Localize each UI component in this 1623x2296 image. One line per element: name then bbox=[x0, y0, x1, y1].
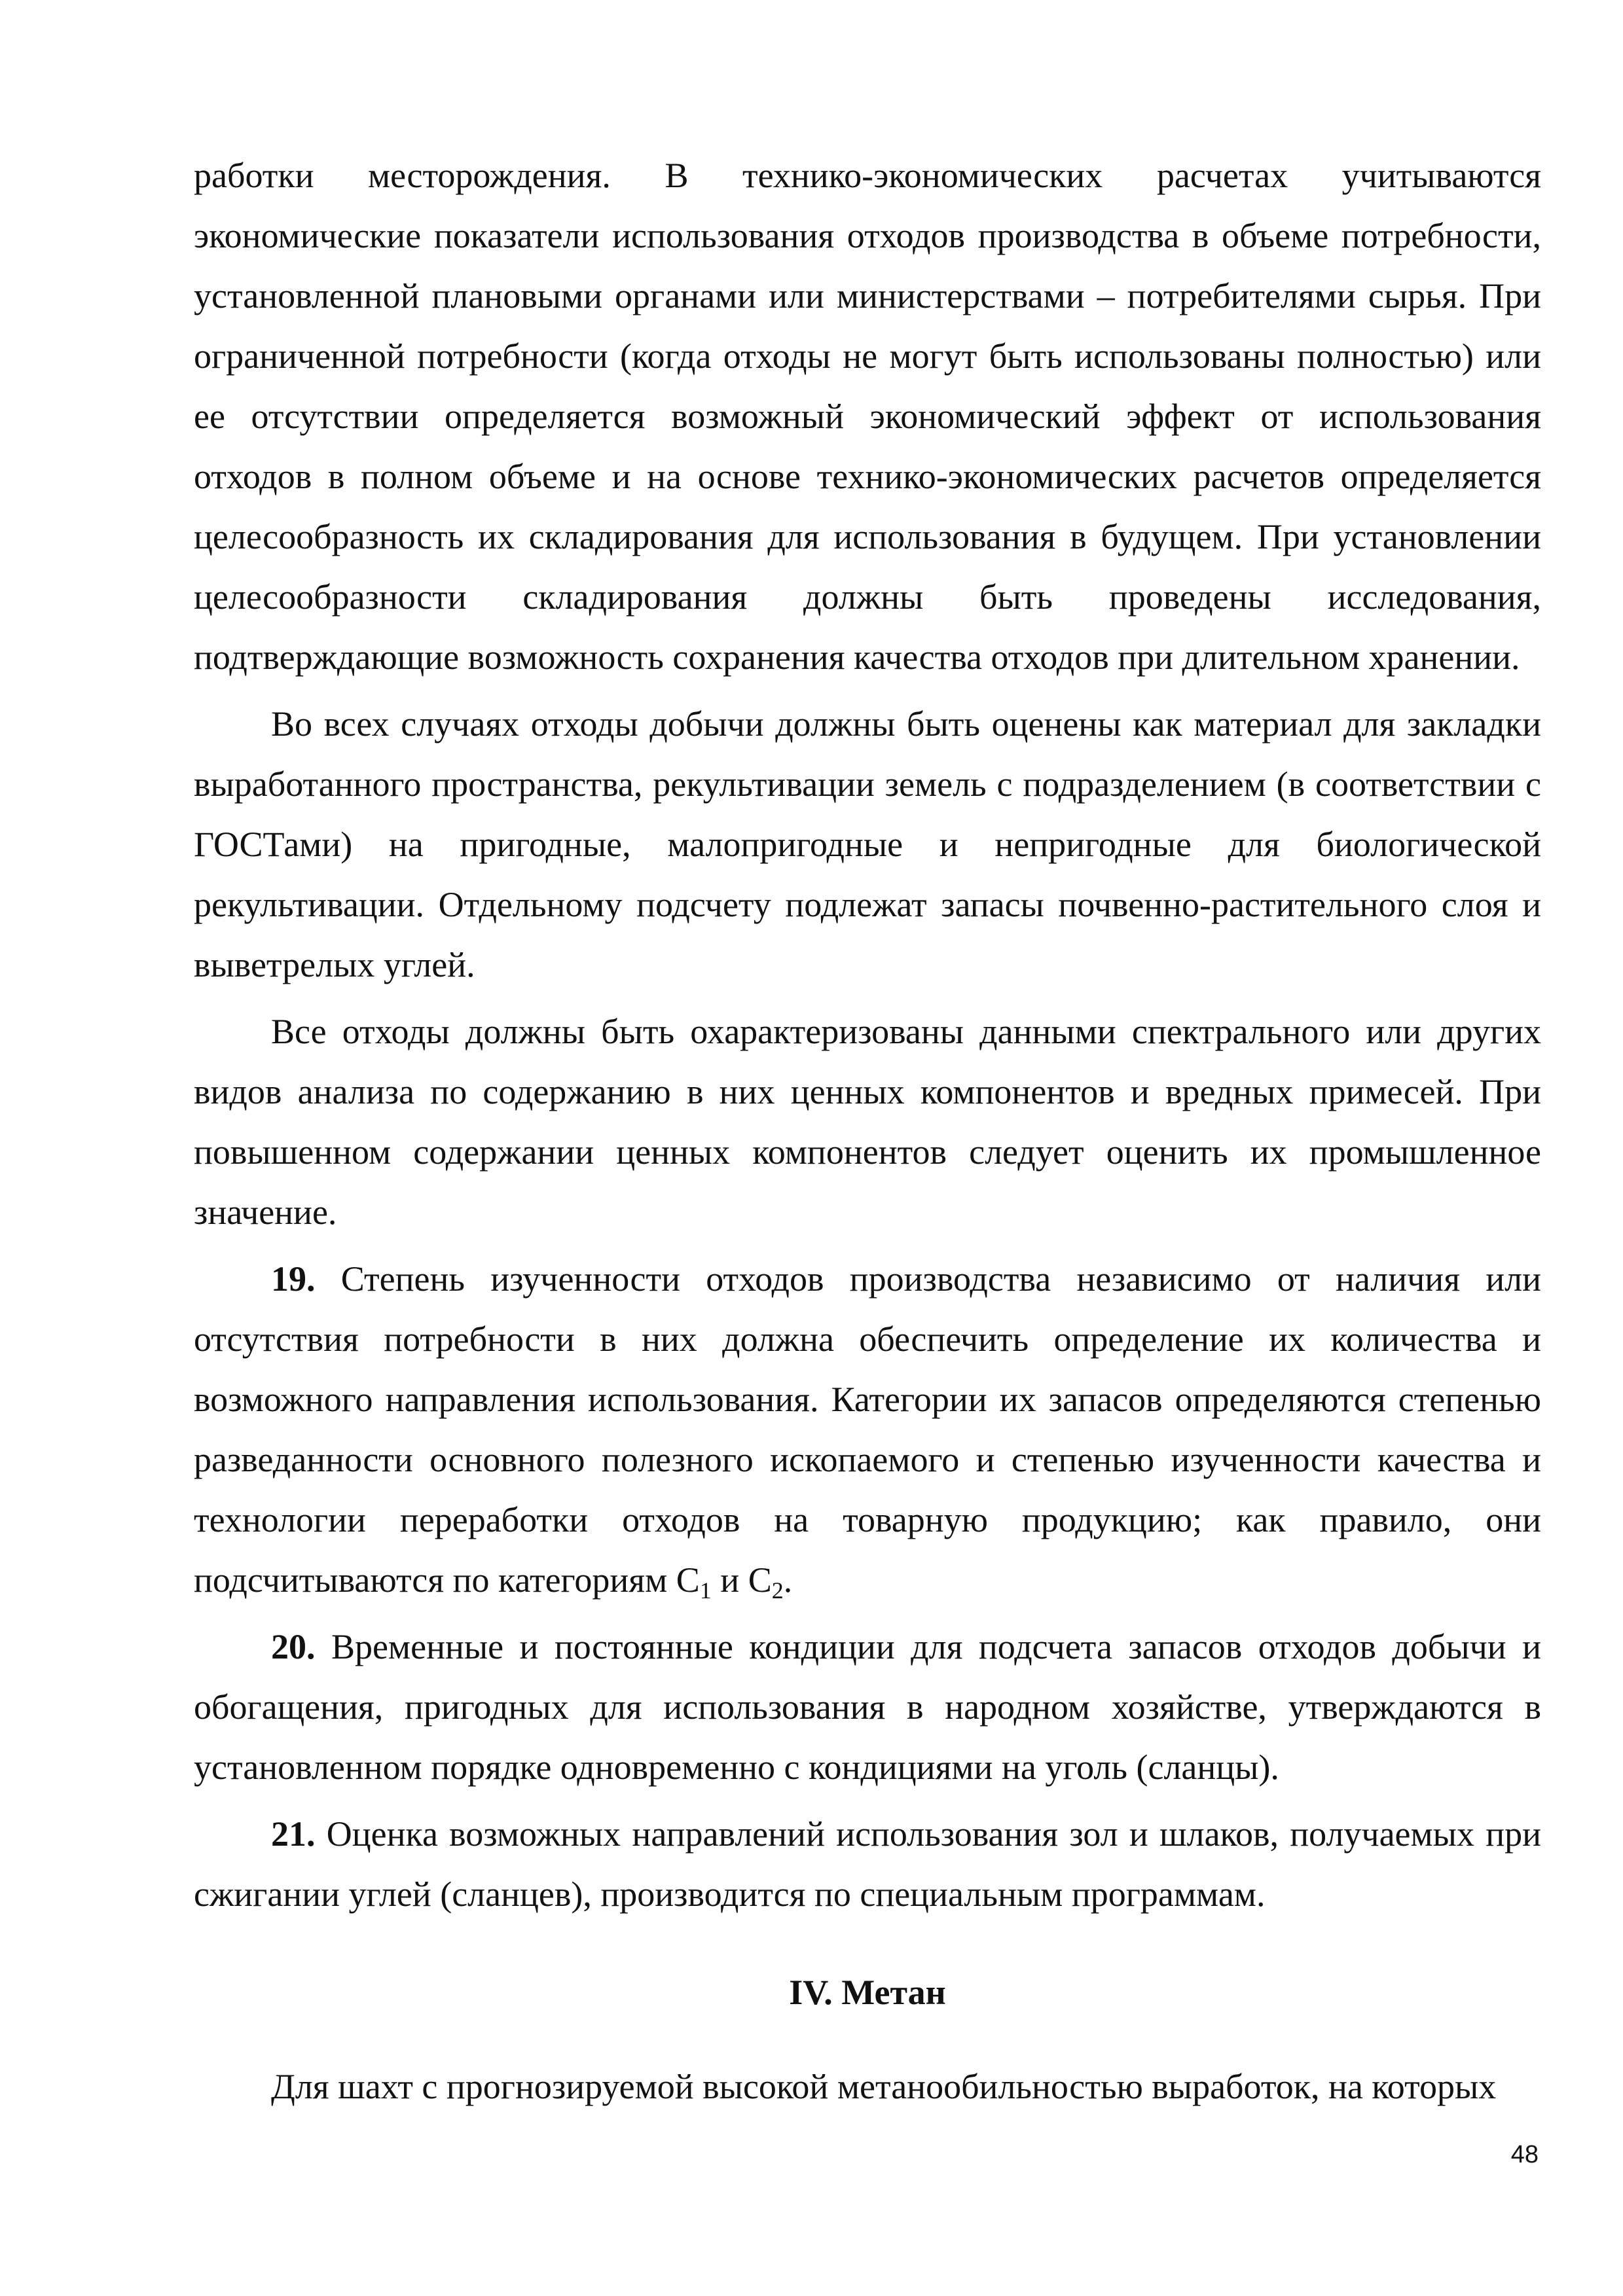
category-c1: $С_1$ bbox=[676, 1560, 712, 1604]
item-19-end: . bbox=[783, 1560, 793, 1600]
item-20-text: Временные и постоянные кондиции для подсчета запасов отходов добычи и обогащения, пригодных для использования в народном хозяйстве, утверждаются в установленном порядке одновременно с кондициями на уголь (сланцы). bbox=[194, 1627, 1541, 1787]
paragraph-methane-intro: Для шахт с прогнозируемой высокой метанообильностью выработок, на которых bbox=[271, 2067, 1497, 2106]
paragraph-item-21 bbox=[194, 1804, 1541, 1924]
item-number-21: 21. bbox=[271, 1814, 316, 1854]
section-heading-methane: IV. Метан bbox=[789, 1973, 946, 2012]
paragraph-continuation: работки месторождения. В технико-экономических расчетах учитываются экономические показатели использования отходов производства в объеме потребности, установленной плановыми органами или министерствами – потребителями сырья. При ограниченной потребности (когда отходы не могут быть использованы полностью) или ее отсутствии определяется возможный экономический эффект от использования отходов в полном объеме и на основе технико-экономических расчетов определяется целесообразность их складирования для использования в будущем. При установлении целесообразности складирования должны быть проведены исследования, подтверждающие возможность сохранения качества отходов при длительном хранении. bbox=[194, 156, 1541, 677]
category-c2: $С_2$ bbox=[748, 1560, 784, 1604]
item-19-text: Степень изученности отходов производства независимо от наличия или отсутствия потребности в них должна обеспечить определение их количества и возможного направления использования. Категории их запасов определяются степенью разведанности основного полезного ископаемого и степенью изученности качества и технологии переработки отходов на товарную продукцию; как правило, они подсчитываются по категориям bbox=[194, 1259, 1541, 1600]
paragraph-waste-assessment: Во всех случаях отходы добычи должны быть оценены как материал для закладки выработанного пространства, рекультивации земель с подразделением (в соответствии с ГОСТами) на пригодные, малопригодные и непригодные для биологической рекультивации. Отдельному подсчету подлежат запасы почвенно-растительного слоя и выветрелых углей. bbox=[194, 704, 1541, 984]
item-21-text: Оценка возможных направлений использования зол и шлаков, получаемых при сжигании углей (сланцев), производится по специальным программам. bbox=[194, 1814, 1542, 1914]
item-number-20: 20. bbox=[271, 1627, 316, 1666]
document-body bbox=[194, 145, 1541, 2117]
paragraph-item-20 bbox=[194, 1617, 1541, 1797]
page-number: 48 bbox=[1510, 2141, 1539, 2168]
item-number-19: 19. bbox=[271, 1259, 316, 1299]
category-conjunction: и bbox=[720, 1560, 740, 1600]
paragraph-waste-analysis: Все отходы должны быть охарактеризованы данными спектрального или других видов анализа по содержанию в них ценных компонентов и вредных примесей. При повышенном содержании ценных компонентов следует оценить их промышленное значение. bbox=[194, 1012, 1541, 1232]
paragraph-item-19 bbox=[194, 1249, 1541, 1610]
